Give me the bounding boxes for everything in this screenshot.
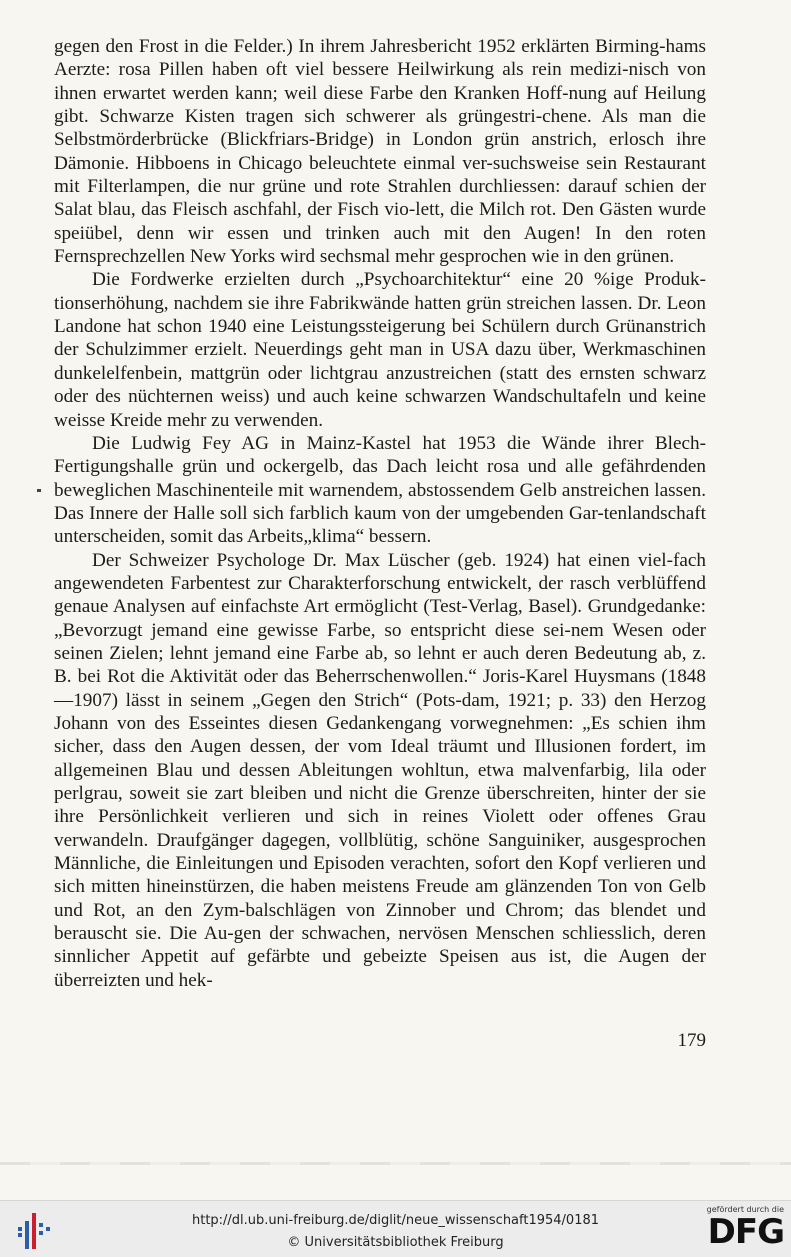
body-text <box>54 35 706 992</box>
page-bottom-edge <box>0 1162 791 1165</box>
dfg-wordmark: DFG <box>707 1212 784 1252</box>
paragraph-1: gegen den Frost in die Felder.) In ihrem Jahresbericht 1952 erklärten Birming-hams Aerzte: rosa Pillen haben oft viel bessere Heilwirkung als rein medizi-nisch von ihnen erwartet werden kann; weil diese Farbe den Kranken Hoff-nung auf Heilung gibt. Schwarze Kisten tragen sich schwerer als grüngestri-chene. Als man die Selbstmörderbrücke (Blickfriars-Bridge) in London grün anstrich, erlosch ihre Dämonie. Hibboens in Chicago beleuchtete einmal ver-suchsweise sein Restaurant mit Filterlampen, die nur grüne und rote Strahlen durchliessen: darauf schien der Salat blau, das Fleisch aschfahl, der Fisch vio-lett, die Milch rot. Den Gästen wurde speiübel, denn wir essen und trinken auch mit den Augen! In den roten Fernsprechzellen New Yorks wird sechsmal mehr gesprochen wie in den grünen. <box>54 36 706 268</box>
footer-bar <box>0 1200 791 1257</box>
paragraph-4: Der Schweizer Psychologe Dr. Max Lüscher (geb. 1924) hat einen viel-fach angewendeten Farbentest zur Charakterforschung entwickelt, der rasch verblüffend genaue Analysen auf einfachste Art ermöglicht (Test-Verlag, Basel). Grundgedanke: „Bevorzugt jemand eine gewisse Farbe, so entspricht diese sei-nem Wesen oder seinen Zielen; lehnt jemand eine Farbe ab, so lehnt er auch deren Bedeutung ab, z. B. bei Rot die Aktivität oder das Beherrschenwollen.“ Joris-Karel Huysmans (1848—1907) lässt in seinem „Gegen den Strich“ (Pots-dam, 1921; p. 33) den Herzog Johann von des Esseintes diesen Gedankengang vorwegnehmen: „Es schien ihm sicher, dass den Augen dessen, der vom Ideal träumt und Illusionen fordert, im allgemeinen Blau und dessen Ableitungen wohltun, etwa malvenfarbig, lila oder perlgrau, soweit sie zart bleiben und nicht die Grenze überschreiten, hinter der sie ihre Persönlichkeit verlieren und sich in reines Violett oder offenes Grau verwandeln. Draufgänger dagegen, vollblütig, schöne Sanguiniker, ausgesprochen Männliche, die Einleitungen und Episoden verachten, sofort den Kopf verlieren und sich mitten hineinstürzen, die haben meistens Freude am glänzenden Ton von Gelb und Rot, an den Zym-balschlägen von Zinnober und Chrom; das blendet und berauscht sie. Die Au-gen der schwachen, nervösen Menschen schliesslich, deren sinnlicher Appetit auf gefärbte und gebeizte Speisen aus ist, die Augen der überreizten und hek- <box>54 549 706 991</box>
copyright-notice: © Universitätsbibliothek Freiburg <box>287 1235 504 1250</box>
paragraph-3: Die Ludwig Fey AG in Mainz-Kastel hat 1953 die Wände ihrer Blech-Fertigungshalle grün und ockergelb, das Dach leicht rosa und alle gefährdenden beweglichen Maschinenteile mit warnendem, abstossendem Gelb anstreichen lassen. Das Innere der Halle soll sich farblich kaum von der umgebenden Gar-tenlandschaft unterscheiden, somit das Arbeits„klima“ bessern. <box>54 432 706 548</box>
paragraph-2: Die Fordwerke erzielten durch „Psychoarchitektur“ eine 20 %ige Produk-tionserhöhung, nachdem sie ihre Fabrikwände hatten grün streichen lassen. Dr. Leon Landone hat schon 1940 eine Leistungssteigerung bei Schülern durch Grünanstrich der Schulzimmer erzielt. Neuerdings geht man in USA dazu über, Werkmaschinen dunkelelfenbein, mattgrün oder lichtgrau anzustreichen (statt des ernsten schwarz oder des nüchternen weiss) und auch keine schwarzen Wandschultafeln und keine weisse Kreide mehr zu verwenden. <box>54 269 706 431</box>
dfg-caption: gefördert durch die <box>706 1205 784 1214</box>
document-url[interactable]: http://dl.ub.uni-freiburg.de/diglit/neue_wissenschaft1954/0181 <box>191 1213 600 1228</box>
page-number: 179 <box>677 1030 706 1051</box>
margin-mark <box>37 489 41 492</box>
dfg-logo <box>698 1205 784 1255</box>
